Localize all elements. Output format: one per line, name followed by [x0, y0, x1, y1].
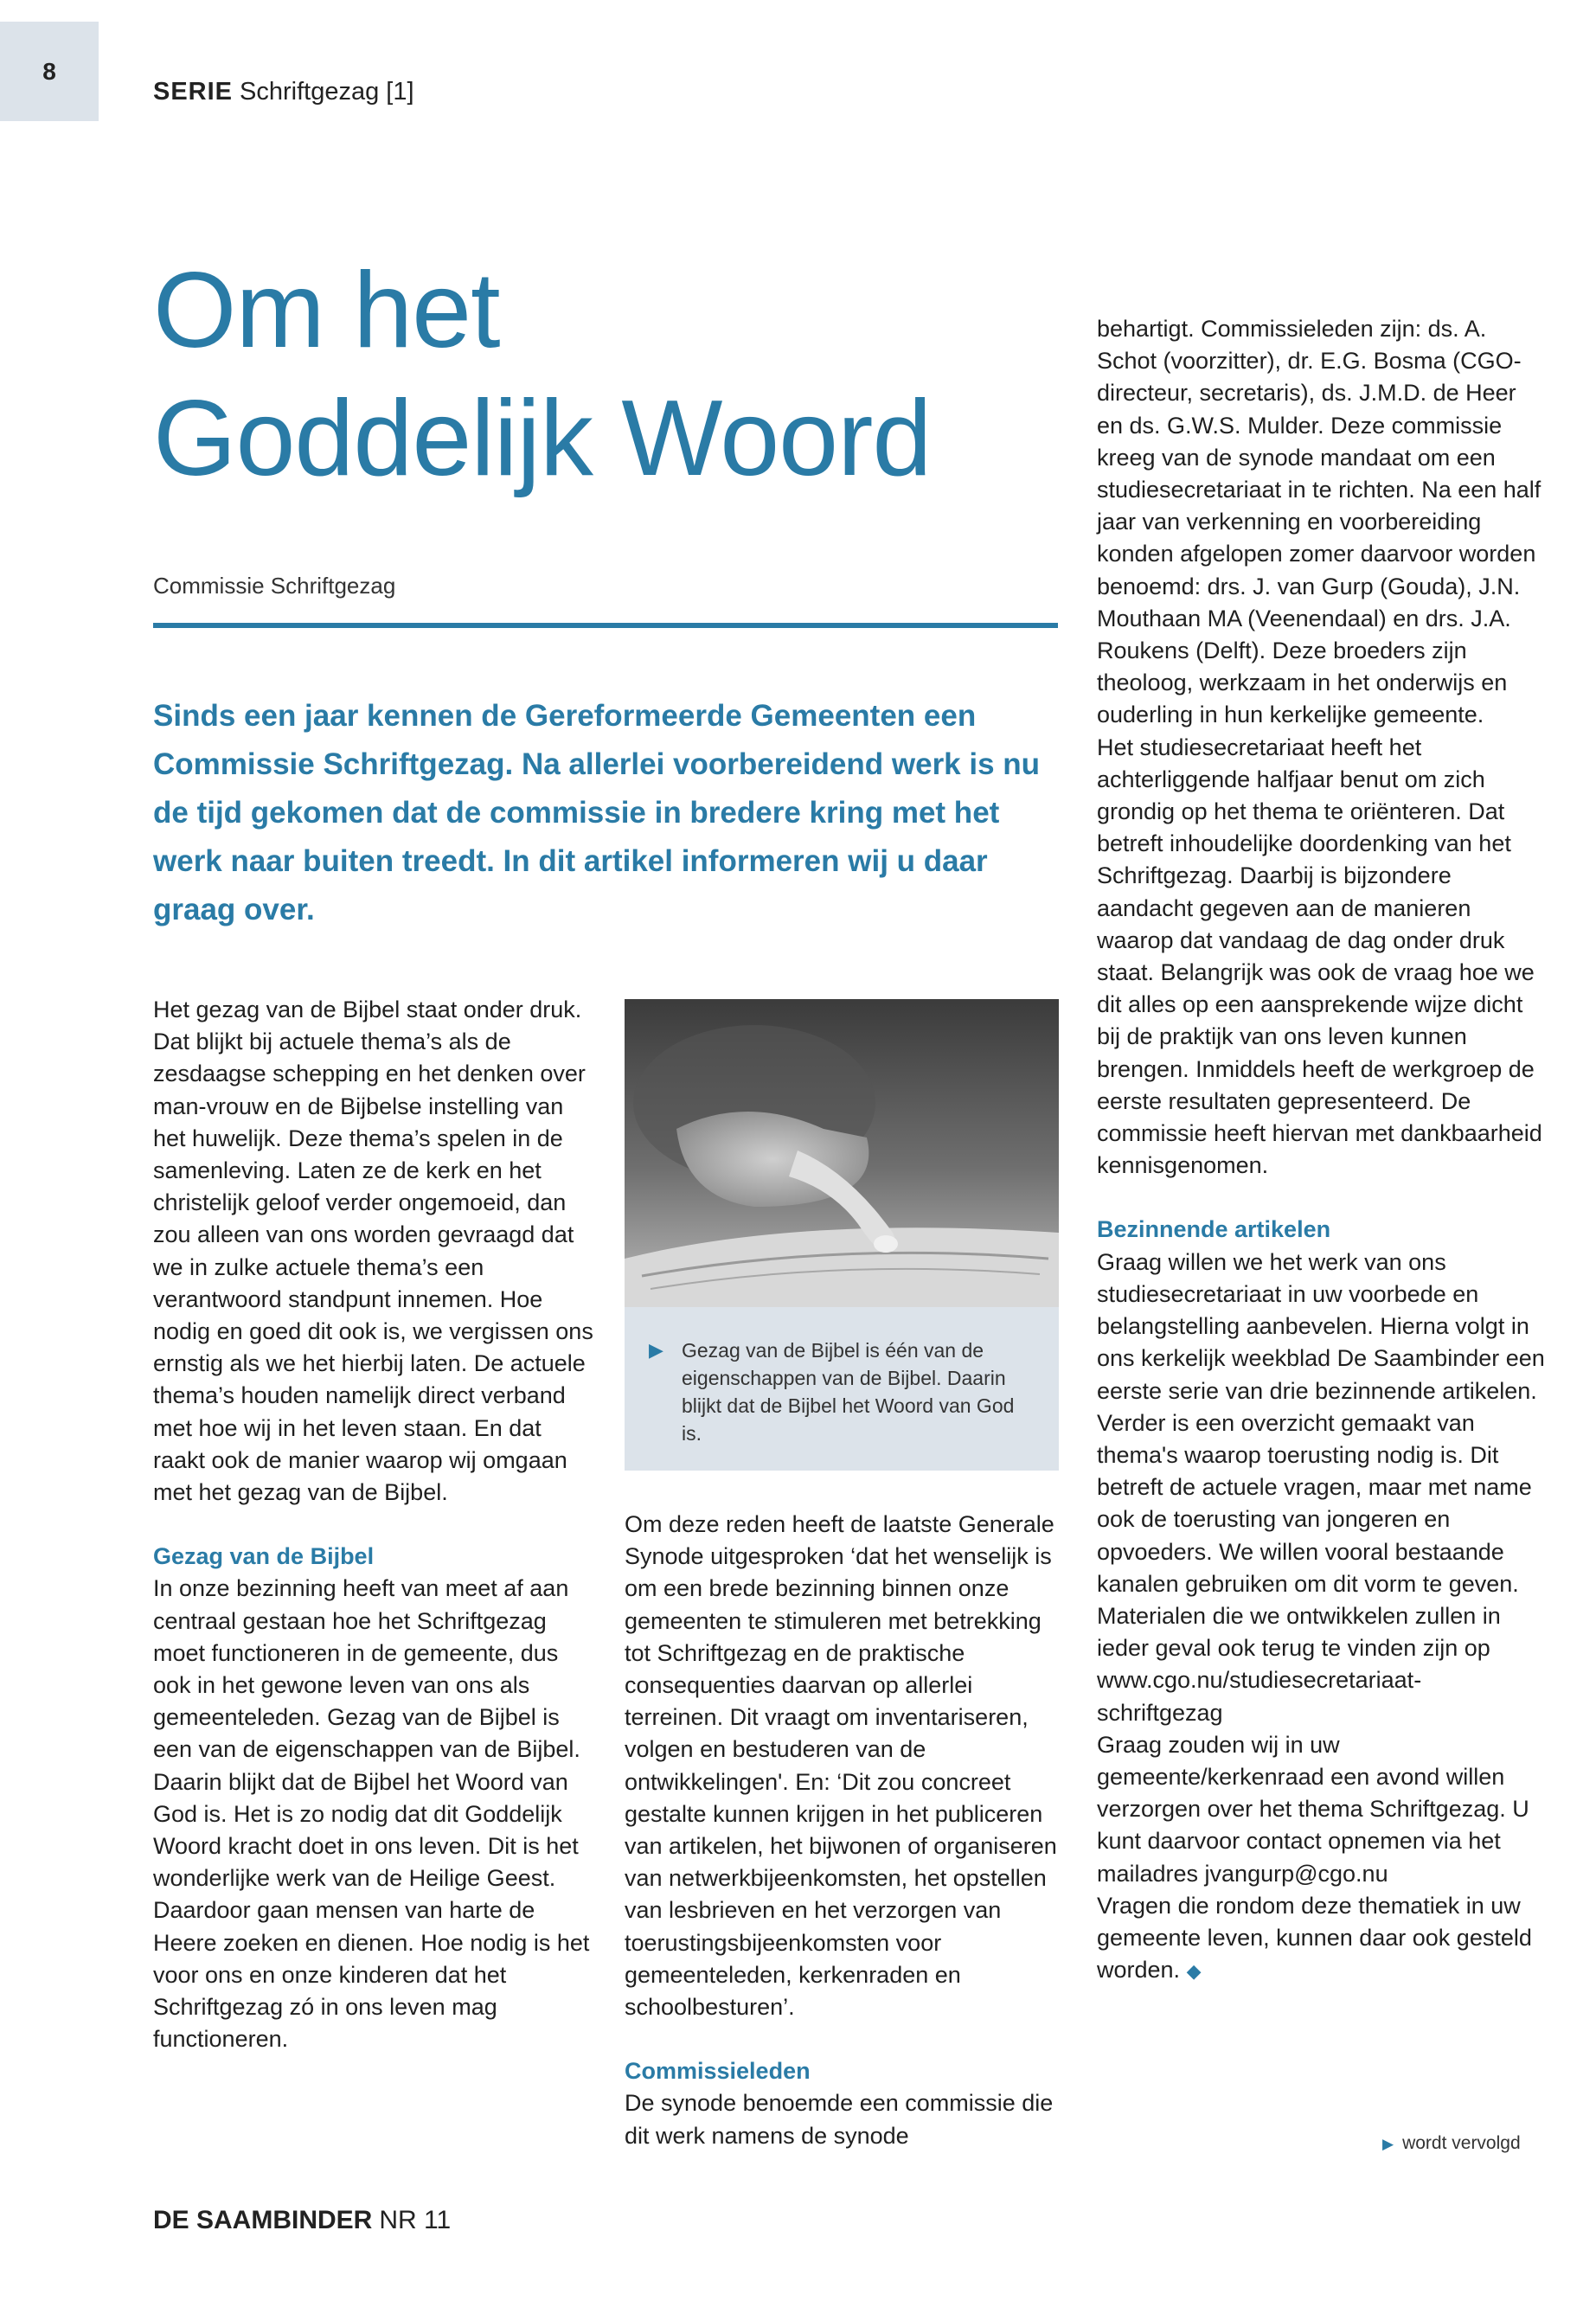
- play-triangle-icon: ▶: [1382, 2136, 1394, 2152]
- figure-caption: [649, 1336, 1038, 1447]
- footer: [153, 2206, 451, 2235]
- col3-paragraph-4: Graag zouden wij in uw gemeente/kerkenraad een avond willen verzorgen over het thema Schriftgezag. U kunt daarvoor contact opnemen via het mailadres jvangurp@cgo.nu: [1097, 1731, 1529, 1887]
- running-head: [153, 78, 414, 106]
- title-divider: [153, 623, 1058, 628]
- column-1: [153, 994, 594, 2056]
- col3-paragraph-5: [1097, 1890, 1547, 1988]
- continued-text: wordt vervolgd: [1402, 2133, 1521, 2153]
- article-title: [153, 247, 931, 503]
- diamond-icon: ◆: [1186, 1960, 1202, 1983]
- column-2: [625, 1509, 1061, 2152]
- col2-paragraph-2: De synode benoemde een commissie die dit werk namens de synode: [625, 2090, 1054, 2149]
- play-triangle-icon: ▶: [649, 1339, 663, 1361]
- figure: [625, 999, 1059, 1471]
- issue-number: NR 11: [379, 2206, 452, 2234]
- col3-paragraph-2: Het studiesecretariaat heeft het achterliggende halfjaar benut om zich grondig op het thema te oriënteren. Dat betreft inhoudelijke doordenking van het Schriftgezag. Daarbij is bijzondere aandacht gegeven aan de manieren waarop dat vandaag de dag onder druk staat. Belangrijk was ook de vraag hoe we dit alles op een aansprekende wijze dicht bij de praktijk van ons leven kunnen brengen. Inmiddels heeft de werkgroep de eerste resultaten gepresenteerd. De commissie heeft hiervan met dankbaarheid kennisgenomen.: [1097, 734, 1542, 1179]
- page-number: 8: [0, 22, 99, 121]
- col3-paragraph-1: behartigt. Commissieleden zijn: ds. A. Schot (voorzitter), dr. E.G. Bosma (CGO-directeur, secretaris), ds. J.M.D. de Heer en ds. G.W.S. Mulder. Deze commissie kreeg van de synode mandaat om een studiesecretariaat in te richten. Na een half jaar van verkenning en voorbereiding konden afgelopen zomer daarvoor worden benoemd: drs. J. van Gurp (Gouda), J.N. Mouthaan MA (Veenendaal) en drs. J.A. Roukens (Delft). Deze broeders zijn theoloog, werkzaam in het onderwijs en ouderling in hun kerkelijke gemeente.: [1097, 316, 1542, 728]
- subheading-bezinnende: Bezinnende artikelen: [1097, 1216, 1331, 1243]
- subheading-commissieleden: Commissieleden: [625, 2058, 811, 2085]
- caption-text: Gezag van de Bijbel is één van de eigenschappen van de Bijbel. Daarin blijkt dat de Bijbel het Woord van God is.: [682, 1339, 1015, 1445]
- subheading-gezag: Gezag van de Bijbel: [153, 1543, 375, 1570]
- col3-paragraph-3: Graag willen we het werk van ons studiesecretariaat in uw voorbede en belangstelling aanbevelen. Hierna volgt in ons kerkelijk weekblad De Saambinder een eerste serie van drie bezinnende artikelen. Verder is een overzicht gemaakt van thema's waarop toerusting nodig is. Dit betreft de actuele vragen, maar met name ook de toerusting van jongeren en opvoeders. We willen vooral bestaande kanalen gebruiken om dit vorm te geven. Materialen die we ontwikkelen zullen in ieder geval ook terug te vinden zijn op www.cgo.nu/studiesecretariaat-schriftgezag: [1097, 1248, 1545, 1726]
- continued-note: [1382, 2133, 1521, 2154]
- series-title: Schriftgezag [1]: [240, 78, 414, 106]
- bible-photo: [625, 999, 1059, 1307]
- column-3: [1097, 313, 1547, 1987]
- article-author: Commissie Schriftgezag: [153, 573, 396, 599]
- title-line-2: Goddelijk Woord: [153, 379, 932, 498]
- col3-paragraph-5-text: Vragen die rondom deze thematiek in uw gemeente leven, kunnen daar ook gesteld worden.: [1097, 1892, 1532, 1984]
- title-line-1: Om het: [153, 251, 500, 370]
- series-label: SERIE: [153, 78, 234, 106]
- col1-paragraph-2: In onze bezinning heeft van meet af aan centraal gestaan hoe het Schriftgezag moet functioneren in de gemeente, dus ook in het gewone leven van ons als gemeenteleden. Gezag van de Bijbel is een van de eigenschappen van de Bijbel. Daarin blijkt dat de Bijbel het Woord van God is. Het is zo nodig dat dit Goddelijk Woord kracht doet in ons leven. Dit is het wonderlijke werk van de Heilige Geest. Daardoor gaan mensen van harte de Heere zoeken en dienen. Hoe nodig is het voor ons en onze kinderen dat het Schriftgezag zó in ons leven mag functioneren.: [153, 1575, 590, 2053]
- magazine-name: DE SAAMBINDER: [153, 2206, 373, 2234]
- col2-paragraph-1: Om deze reden heeft de laatste Generale Synode uitgesproken ‘dat het wenselijk is om een brede bezinning binnen onze gemeenten te stimuleren met betrekking tot Schriftgezag en de praktische consequenties daarvan op allerlei terreinen. Dit vraagt om inventariseren, volgen en bestuderen van de ontwikkelingen'. En: ‘Dit zou concreet gestalte kunnen krijgen in het publiceren van artikelen, het bijwonen of organiseren van netwerkbijeenkomsten, het opstellen van lesbrieven en het verzorgen van toerustingsbijeenkomsten voor gemeenteleden, kerkenraden en schoolbesturen’.: [625, 1511, 1057, 2021]
- article-intro: Sinds een jaar kennen de Gereformeerde Gemeenten een Commissie Schriftgezag. Na allerlei voorbereidend werk is nu de tijd gekomen dat de commissie in bredere kring met het werk naar buiten treedt. In dit artikel informeren wij u daar graag over.: [153, 699, 1041, 926]
- col1-paragraph-1: Het gezag van de Bijbel staat onder druk. Dat blijkt bij actuele thema’s als de zesdaagse schepping en het denken over man-vrouw en de Bijbelse instelling van het huwelijk. Deze thema’s spelen in de samenleving. Laten ze de kerk en het christelijk geloof verder ongemoeid, dan zou alleen van ons worden gevraagd dat we in zulke actuele thema’s een verantwoord standpunt innemen. Hoe nodig en goed dit ook is, we vergissen ons ernstig als we het hierbij laten. De actuele thema’s houden namelijk direct verband met hoe wij in het leven staan. En dat raakt ook de manier waarop wij omgaan met het gezag van de Bijbel.: [153, 997, 593, 1506]
